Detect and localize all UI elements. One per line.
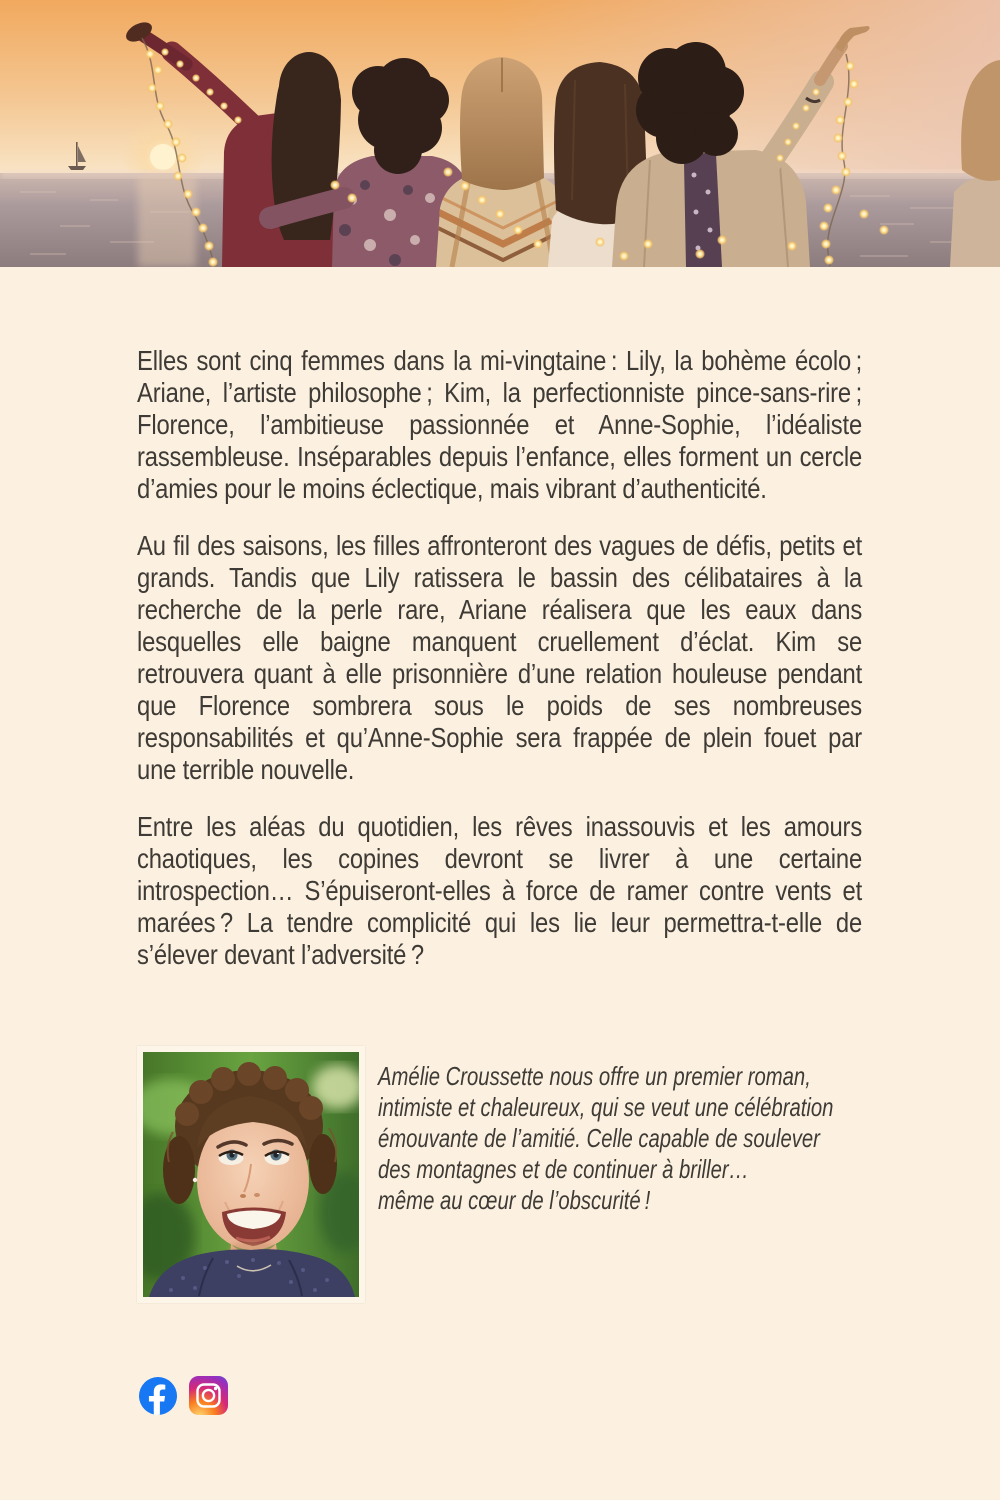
author-bio: [378, 1046, 833, 1303]
synopsis-paragraph-2: Au fil des saisons, les filles affronteront des vagues de défis, petits et grands. Tandis que Lily ratissera le bassin des célibataires à la recherche de la perle rare, Ariane réalisera que les eaux dans lesquelles elle baigne manquent cruellement d’éclat. Kim se retrouvera quant à elle prisonnière d’une relation houleuse pendant que Florence sombrera sous le poids de ses nombreuses responsabilités et qu’Anne-Sophie sera frappée de plein fouet par une terrible nouvelle.: [137, 530, 863, 785]
friends-sunset-photo: [0, 0, 1000, 267]
social-links: [139, 1376, 1000, 1415]
author-section: [137, 1046, 1000, 1303]
author-bio-line: Amélie Croussette nous offre un premier roman,: [378, 1061, 811, 1091]
synopsis-paragraph-3: Entre les aléas du quotidien, les rêves inassouvis et les amours chaotiques, les copines devront se livrer à une certaine introspection… S’épuiseront-elles à force de ramer contre vents et marées ? La tendre complicité qui les lie leur permettra-t-elle de s’élever devant l’adversité ?: [137, 811, 863, 970]
author-bio-line: même au cœur de l’obscurité !: [378, 1185, 651, 1215]
synopsis-paragraph-1: Elles sont cinq femmes dans la mi-vingtaine : Lily, la bohème écolo ; Ariane, l’artiste philosophe ; Kim, la perfectionniste pince-sans-rire ; Florence, l’ambitieuse passionnée et Anne-Sophie, l’idéaliste rassembleuse. Inséparables depuis l’enfance, elles forment un cercle d’amies pour le moins éclectique, mais vibrant d’authenticité.: [137, 345, 863, 504]
author-bio-line: émouvante de l’amitié. Celle capable de soulever: [378, 1123, 820, 1153]
facebook-icon[interactable]: [139, 1377, 177, 1415]
author-bio-line: intimiste et chaleureux, qui se veut une célébration: [378, 1092, 834, 1122]
instagram-icon[interactable]: [189, 1376, 228, 1415]
author-bio-line: des montagnes et de continuer à briller…: [378, 1154, 749, 1184]
synopsis: [137, 345, 862, 971]
author-portrait-photo: [137, 1046, 365, 1303]
